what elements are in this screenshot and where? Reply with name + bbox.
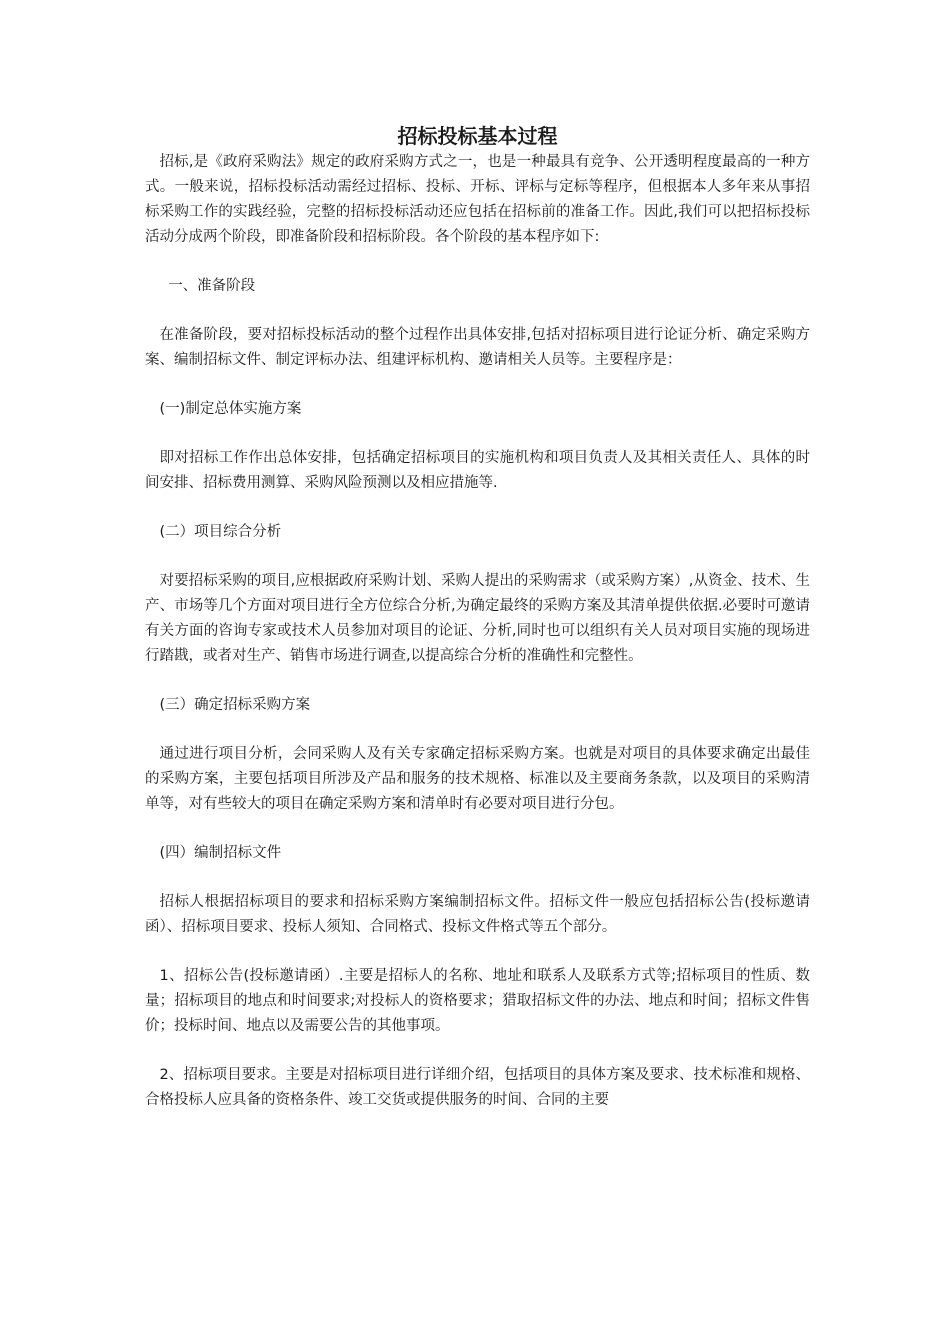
section4-heading: (四）编制招标文件 (159, 845, 282, 861)
spacer (145, 545, 810, 569)
section2-paragraph: 对要招标采购的项目,应根据政府采购计划、采购人提出的采购需求（或采购方案）,从资金、技术、生产、市场等几个方面对项目进行全方位综合分析,为确定最终的采购方案及其清单提供依据.必要时可邀请有关方面的咨询专家或技术人员参加对项目的论证、分析,同时也可以组织有关人员对项目实施的现场进行踏戡，或者对生产、销售市场进行调查,以提高综合分析的准确性和完整性。 (145, 573, 810, 664)
spacer (145, 373, 810, 397)
section4-paragraph: 招标人根据招标项目的要求和招标采购方案编制招标文件。招标文件一般应包括招标公告(投标邀请函）、招标项目要求、投标人须知、合同格式、投标文件格式等五个部分。 (145, 894, 810, 935)
spacer (145, 718, 810, 742)
spacer (145, 299, 810, 323)
stage1-paragraph: 在准备阶段，要对招标投标活动的整个过程作出具体安排,包括对招标项目进行论证分析、确定采购方案、编制招标文件、制定评标办法、组建评标机构、邀请相关人员等。主要程序是： (145, 327, 810, 368)
spacer (145, 817, 810, 841)
spacer (145, 866, 810, 890)
item1-paragraph: 1、招标公告(投标邀请函）.主要是招标人的名称、地址和联系人及联系方式等;招标项目的性质、数量；招标项目的地点和时间要求;对投标人的资格要求；猎取招标文件的办法、地点和时间；招标文件售价；投标时间、地点以及需要公告的其他事项。 (145, 968, 810, 1034)
spacer (145, 496, 810, 520)
document-title: 招标投标基本过程 (397, 124, 558, 148)
item2-paragraph: 2、招标项目要求。主要是对招标项目进行详细介绍，包括项目的具体方案及要求、技术标准和规格、合格投标人应具备的资格条件、竣工交货或提供服务的时间、合同的主要 (145, 1067, 810, 1108)
spacer (145, 250, 810, 274)
intro-paragraph: 招标,是《政府采购法》规定的政府采购方式之一，也是一种最具有竞争、公开透明程度最高的一种方式。一般来说，招标投标活动需经过招标、投标、开标、评标与定标等程序，但根据本人多年来从事招标采购工作的实践经验，完整的招标投标活动还应包括在招标前的准备工作。因此,我们可以把招标投标活动分成两个阶段，即准备阶段和招标阶段。各个阶段的基本程序如下: (145, 154, 810, 245)
document-body (145, 122, 810, 1113)
section1-heading: (一)制定总体实施方案 (159, 401, 302, 417)
section1-paragraph: 即对招标工作作出总体安排，包括确定招标项目的实施机构和项目负责人及其相关责任人、具体的时间安排、招标费用测算、采购风险预测以及相应措施等. (145, 450, 810, 491)
section3-heading: (三）确定招标采购方案 (159, 697, 311, 713)
spacer (145, 669, 810, 693)
stage1-heading: 一、准备阶段 (168, 278, 256, 294)
section3-paragraph: 通过进行项目分析，会同采购人及有关专家确定招标采购方案。也就是对项目的具体要求确定出最佳的采购方案，主要包括项目所涉及产品和服务的技术规格、标准以及主要商务条款，以及项目的采购清单等，对有些较大的项目在确定采购方案和清单时有必要对项目进行分包。 (145, 746, 810, 812)
spacer (145, 940, 810, 964)
spacer (145, 1039, 810, 1063)
spacer (145, 422, 810, 446)
section2-heading: (二）项目综合分析 (159, 524, 282, 540)
